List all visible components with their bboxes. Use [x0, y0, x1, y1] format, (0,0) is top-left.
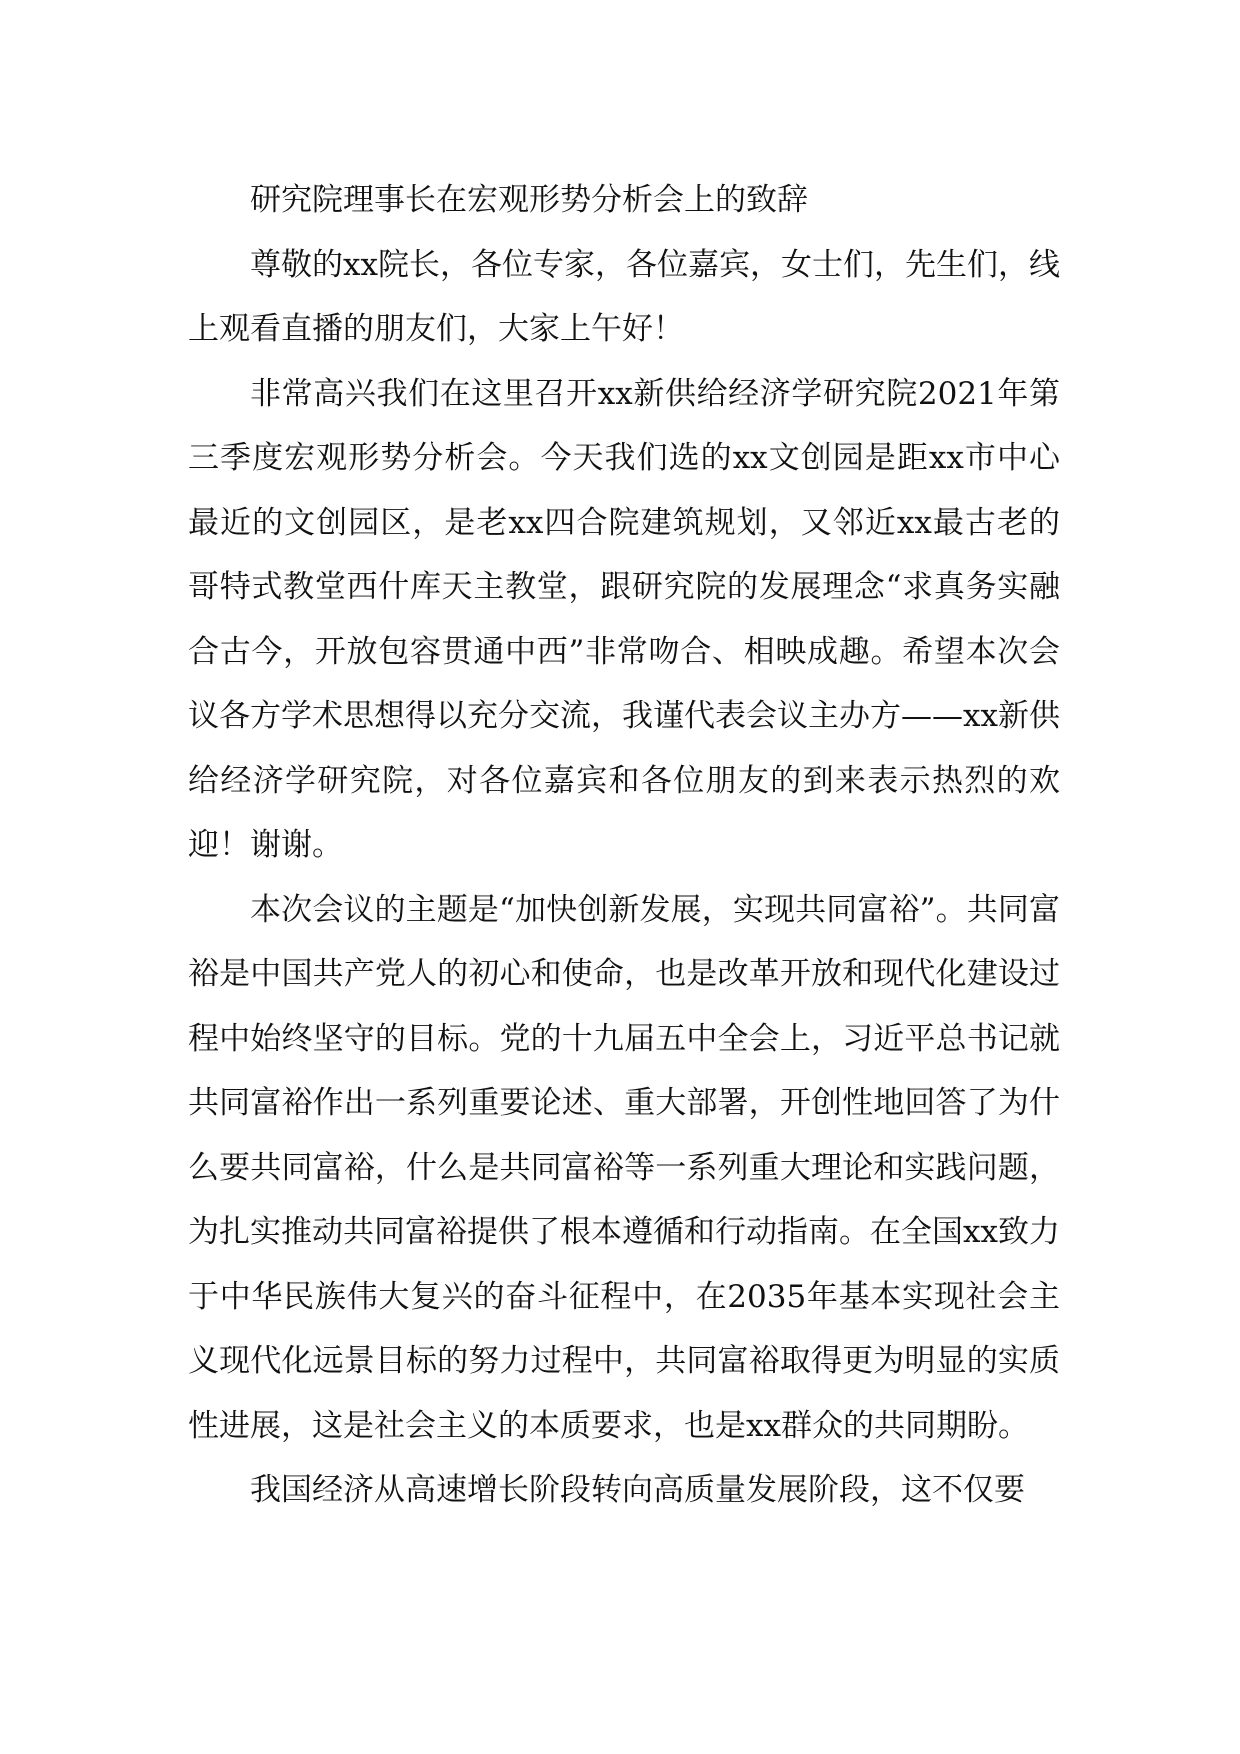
paragraph-economy: 我国经济从高速增长阶段转向高质量发展阶段，这不仅要: [250, 1472, 1025, 1508]
document-title: 研究院理事长在宏观形势分析会上的致辞: [250, 182, 808, 218]
paragraph-welcome: 非常高兴我们在这里召开xx新供给经济学研究院2021年第三季度宏观形势分析会。今天我们选的xx文创园是距xx市中心最近的文创园区，是老xx四合院建筑规划，又邻近xx最古老的哥特式教堂西什库天主教堂，跟研究院的发展理念“求真务实融合古今，开放包容贯通中西”非常吻合、相映成趣。希望本次会议各方学术思想得以充分交流，我谨代表会议主办方——xx新供给经济学研究院，对各位嘉宾和各位朋友的到来表示热烈的欢迎！谢谢。: [188, 375, 1060, 863]
paragraph-theme: 本次会议的主题是“加快创新发展，实现共同富裕”。共同富裕是中国共产党人的初心和使命，也是改革开放和现代化建设过程中始终坚守的目标。党的十九届五中全会上，习近平总书记就共同富裕作出一系列重要论述、重大部署，开创性地回答了为什么要共同富裕，什么是共同富裕等一系列重大理论和实践问题，为扎实推动共同富裕提供了根本遵循和行动指南。在全国xx致力于中华民族伟大复兴的奋斗征程中，在2035年基本实现社会主义现代化远景目标的努力过程中，共同富裕取得更为明显的实质性进展，这是社会主义的本质要求，也是xx群众的共同期盼。: [188, 891, 1060, 1444]
paragraph-greeting: 尊敬的xx院长，各位专家，各位嘉宾，女士们，先生们，线上观看直播的朋友们，大家上午好！: [188, 246, 1060, 347]
document-body: [188, 168, 1060, 1523]
